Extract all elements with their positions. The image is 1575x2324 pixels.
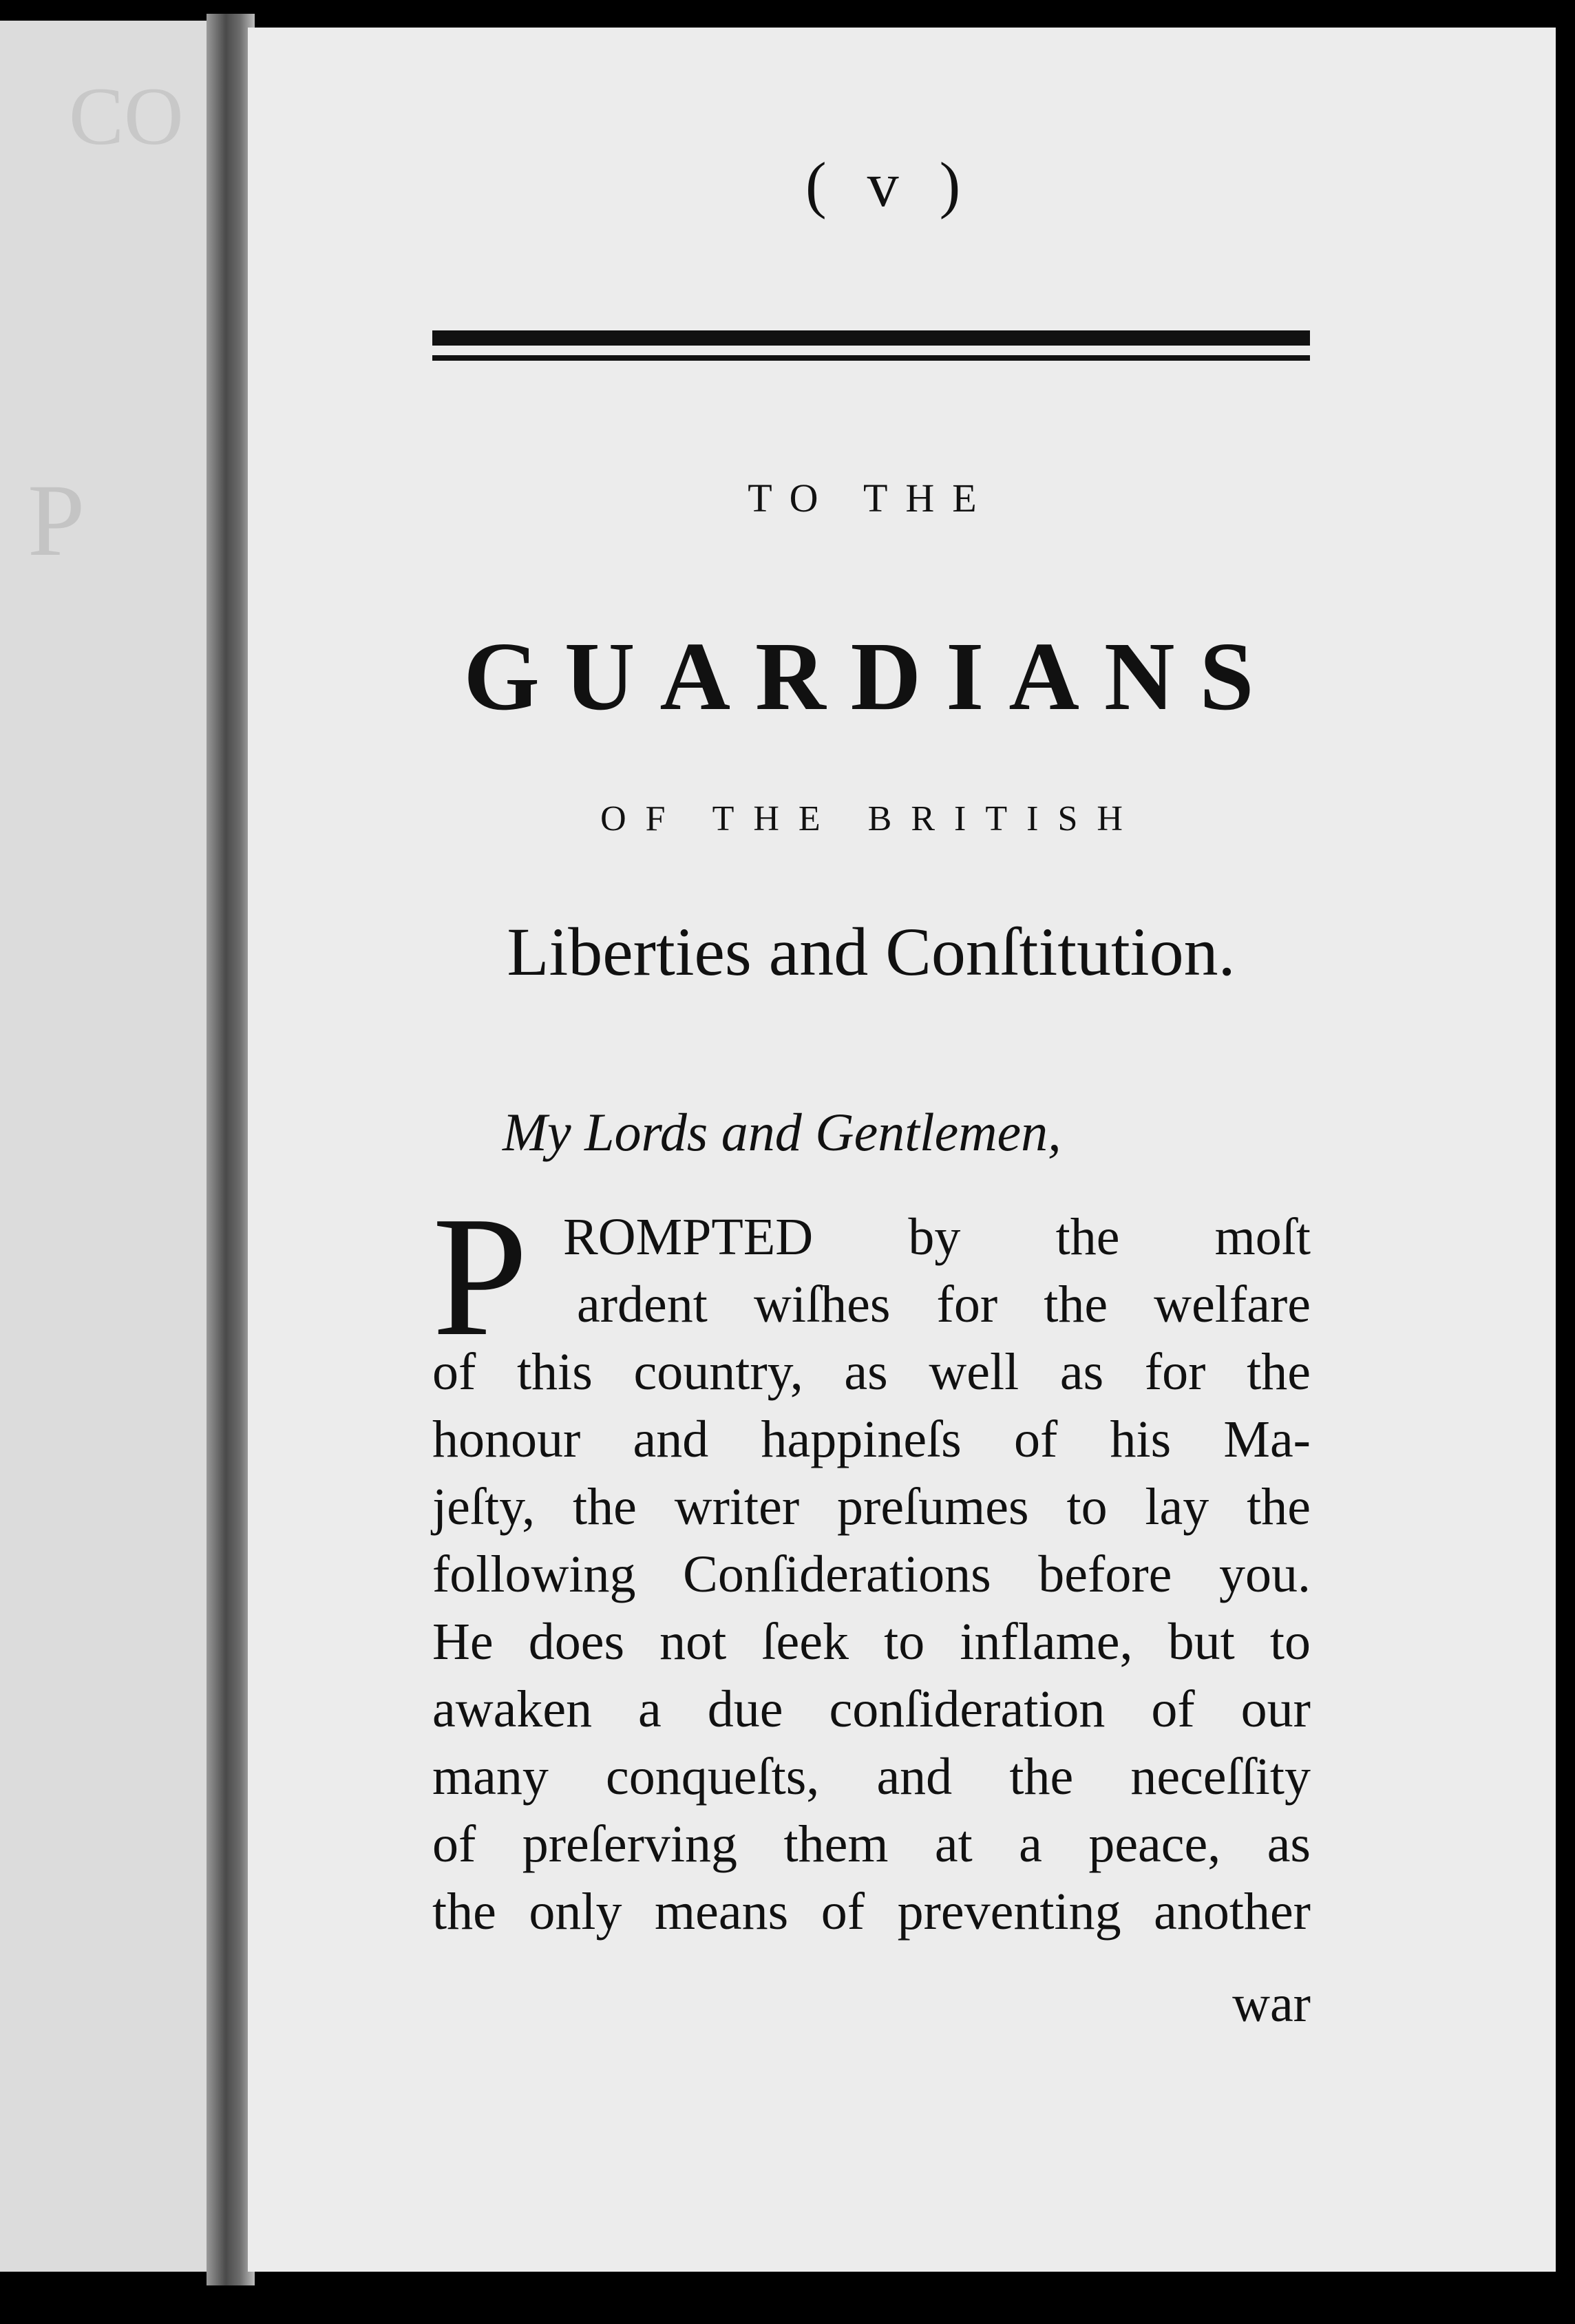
- body-line: He does not ſeek to inflame, but to: [432, 1613, 1311, 1671]
- ornamental-rule: [432, 355, 1310, 361]
- body-line: the only means of preventing another: [432, 1883, 1311, 1941]
- body-line: many conqueſts, and the neceſſity: [432, 1748, 1311, 1806]
- page-number: ( v ): [805, 149, 973, 220]
- ornamental-rule: [432, 330, 1310, 346]
- body-line: honour and happineſs of his Ma-: [432, 1411, 1311, 1468]
- body-line: of this country, as well as for the: [432, 1343, 1311, 1401]
- dedication-heading-line: OF THE BRITISH: [600, 799, 1142, 838]
- catchword: war: [1232, 1975, 1311, 2033]
- drop-cap: P: [432, 1181, 529, 1372]
- body-line: awaken a due conſideration of our: [432, 1680, 1311, 1738]
- salutation: My Lords and Gentlemen,: [503, 1102, 1061, 1162]
- facing-page-fragment: P: [28, 463, 85, 578]
- body-line: following Conſiderations before you.: [432, 1545, 1311, 1603]
- facing-page: [0, 21, 219, 2272]
- body-line: ROMPTED by the moſt: [563, 1208, 1311, 1266]
- body-line: ardent wiſhes for the welfare: [577, 1276, 1311, 1333]
- dedication-heading-line: TO THE: [748, 476, 995, 520]
- body-line: jeſty, the writer preſumes to lay the: [432, 1478, 1311, 1536]
- dedication-title: GUARDIANS: [463, 622, 1279, 730]
- book-page: [248, 28, 1556, 2272]
- facing-page-fragment: CO: [69, 70, 184, 162]
- body-line: of preſerving them at a peace, as: [432, 1815, 1311, 1873]
- dedication-subtitle: Liberties and Conſtitution.: [507, 913, 1236, 990]
